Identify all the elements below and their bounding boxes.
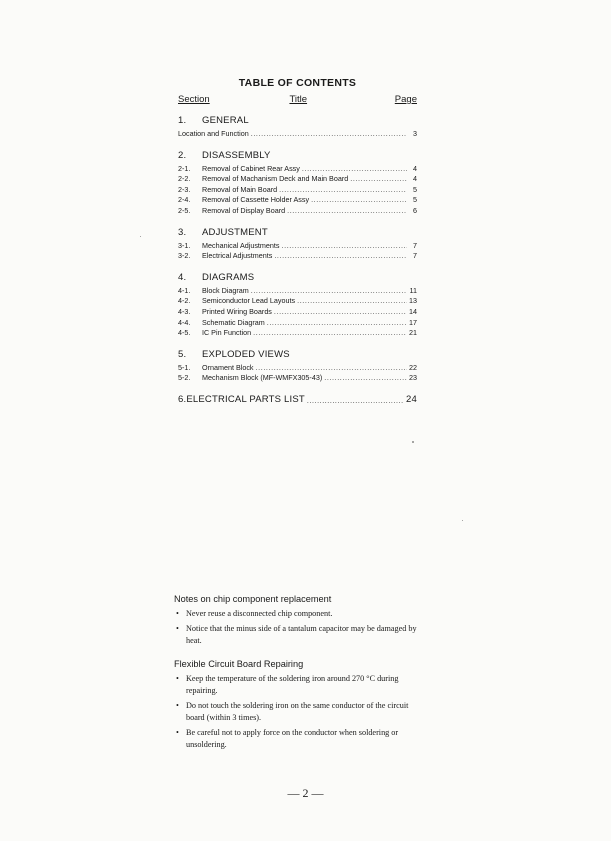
notes-list [174,608,422,648]
leader-dots [251,129,407,140]
header-page: Page [394,94,417,105]
entry-page: 3 [413,129,417,138]
entry-number: 3-2. [178,251,191,261]
leader-dots [311,195,407,206]
entry-page: 5 [413,184,417,194]
section-page: 24 [406,393,417,405]
entry-page: 14 [409,306,417,316]
leader-dots [282,241,407,252]
entry-page: 4 [413,163,417,173]
leader-dots [253,328,407,339]
toc-entry[interactable] [178,251,417,262]
entry-title: Block Diagram [202,285,249,295]
section-title: DIAGRAMS [202,271,255,283]
leader-dots [297,296,407,307]
notes-bullet: • Keep the temperature of the soldering iron around 270 °C during repairing. [174,673,422,698]
toc-entry[interactable] [178,206,417,217]
notes-section [174,594,422,763]
entry-title: Ornament Block [202,362,254,372]
table-of-contents [178,77,417,415]
notes-bullet: • Never reuse a disconnected chip component. [174,608,422,621]
toc-section [178,272,417,339]
entry-title: Location and Function [178,129,249,138]
entry-page: 4 [413,174,417,184]
toc-entry[interactable] [178,296,417,307]
toc-entry[interactable] [178,174,417,185]
entry-page: 11 [409,285,417,295]
section-number: 6. [178,393,187,405]
notes-bullet: • Be careful not to apply force on the conductor when soldering or unsoldering. [174,727,422,752]
notes-list [174,673,422,752]
section-number: 5. [178,348,187,360]
entry-page: 7 [413,240,417,250]
entry-number: 3-1. [178,240,191,250]
toc-section-heading[interactable] [178,227,417,238]
leader-dots [279,185,407,196]
leader-dots [350,174,407,185]
entry-number: 5-2. [178,373,191,383]
toc-section [178,349,417,384]
entry-title: Removal of Machanism Deck and Main Board [202,174,349,184]
header-title: Title [289,94,308,105]
toc-entry[interactable] [178,195,417,206]
entry-number: 2-1. [178,163,191,173]
entry-title: Removal of Display Board [202,205,286,215]
section-title: DISASSEMBLY [202,149,271,161]
toc-section-heading[interactable] [178,272,417,283]
leader-dots [274,307,407,318]
leader-dots [251,286,407,297]
toc-entry[interactable] [178,363,417,374]
entry-page: 22 [409,362,417,372]
toc-entry[interactable] [178,241,417,252]
notes-heading: Notes on chip component replacement [174,594,332,604]
entry-title: Semiconductor Lead Layouts [202,296,296,306]
entry-page: 7 [413,251,417,261]
entry-page: 6 [413,205,417,215]
entry-number: 4-4. [178,317,191,327]
toc-entry[interactable] [178,328,417,339]
entry-number: 4-1. [178,285,191,295]
section-number: 3. [178,226,187,238]
section-title: ELECTRICAL PARTS LIST [186,393,305,405]
section-title: GENERAL [202,115,249,126]
notes-bullet: • Notice that the minus side of a tantalum capacitor may be damaged by heat. [174,623,422,648]
entry-title: Removal of Main Board [202,184,278,194]
leader-dots [302,164,407,175]
entry-number: 5-1. [178,362,191,372]
entry-number: 2-3. [178,184,191,194]
section-number: 1. [178,115,187,126]
entry-page: 5 [413,195,417,205]
entry-title: Electrical Adjustments [202,251,273,261]
entry-number: 2-4. [178,195,191,205]
entry-title: IC Pin Function [202,328,252,338]
toc-entry[interactable] [178,286,417,297]
toc-title: TABLE OF CONTENTS [238,77,357,89]
toc-section [178,150,417,217]
section-title: EXPLODED VIEWS [202,348,290,360]
entry-title: Removal of Cabinet Rear Assy [202,163,300,173]
section-number: 2. [178,149,187,161]
page-number: — 2 — [287,786,324,800]
entry-number: 4-2. [178,296,191,306]
leader-dots [307,398,404,405]
toc-section-heading[interactable] [178,349,417,360]
toc-entry[interactable] [178,318,417,329]
toc-entry[interactable] [178,164,417,175]
entry-page: 21 [409,328,417,338]
toc-section [178,394,417,405]
notes-heading: Flexible Circuit Board Repairing [174,658,304,669]
entry-number: 2-5. [178,205,191,215]
toc-column-headers [178,94,417,105]
toc-section [178,227,417,262]
leader-dots [274,251,407,262]
toc-section-heading[interactable] [178,115,417,126]
toc-section-heading[interactable] [178,394,417,405]
entry-title: Mechanism Block (MF-WMFX305-43) [202,373,323,383]
entry-number: 4-3. [178,306,191,316]
toc-entry[interactable] [178,129,417,140]
entry-page: 23 [409,373,417,383]
leader-dots [256,363,407,374]
toc-entry[interactable] [178,373,417,384]
notes-bullet: • Do not touch the soldering iron on the same conductor of the circuit board (within 3 times). [174,700,422,725]
section-title: ADJUSTMENT [202,226,268,238]
header-section: Section [178,94,210,105]
entry-page: 13 [409,296,417,306]
entry-number: 2-2. [178,174,191,184]
entry-page: 17 [409,317,417,327]
leader-dots [324,373,407,384]
leader-dots [267,318,407,329]
toc-section-heading[interactable] [178,150,417,161]
toc-entry[interactable] [178,307,417,318]
toc-sections [178,115,417,405]
entry-title: Schematic Diagram [202,317,265,327]
entry-title: Mechanical Adjustments [202,240,280,250]
leader-dots [287,206,407,217]
entry-title: Removal of Cassette Holder Assy [202,195,310,205]
section-number: 4. [178,271,187,283]
toc-entry[interactable] [178,185,417,196]
entry-title: Printed Wiring Boards [202,306,272,316]
entry-number: 4-5. [178,328,191,338]
toc-section [178,115,417,140]
